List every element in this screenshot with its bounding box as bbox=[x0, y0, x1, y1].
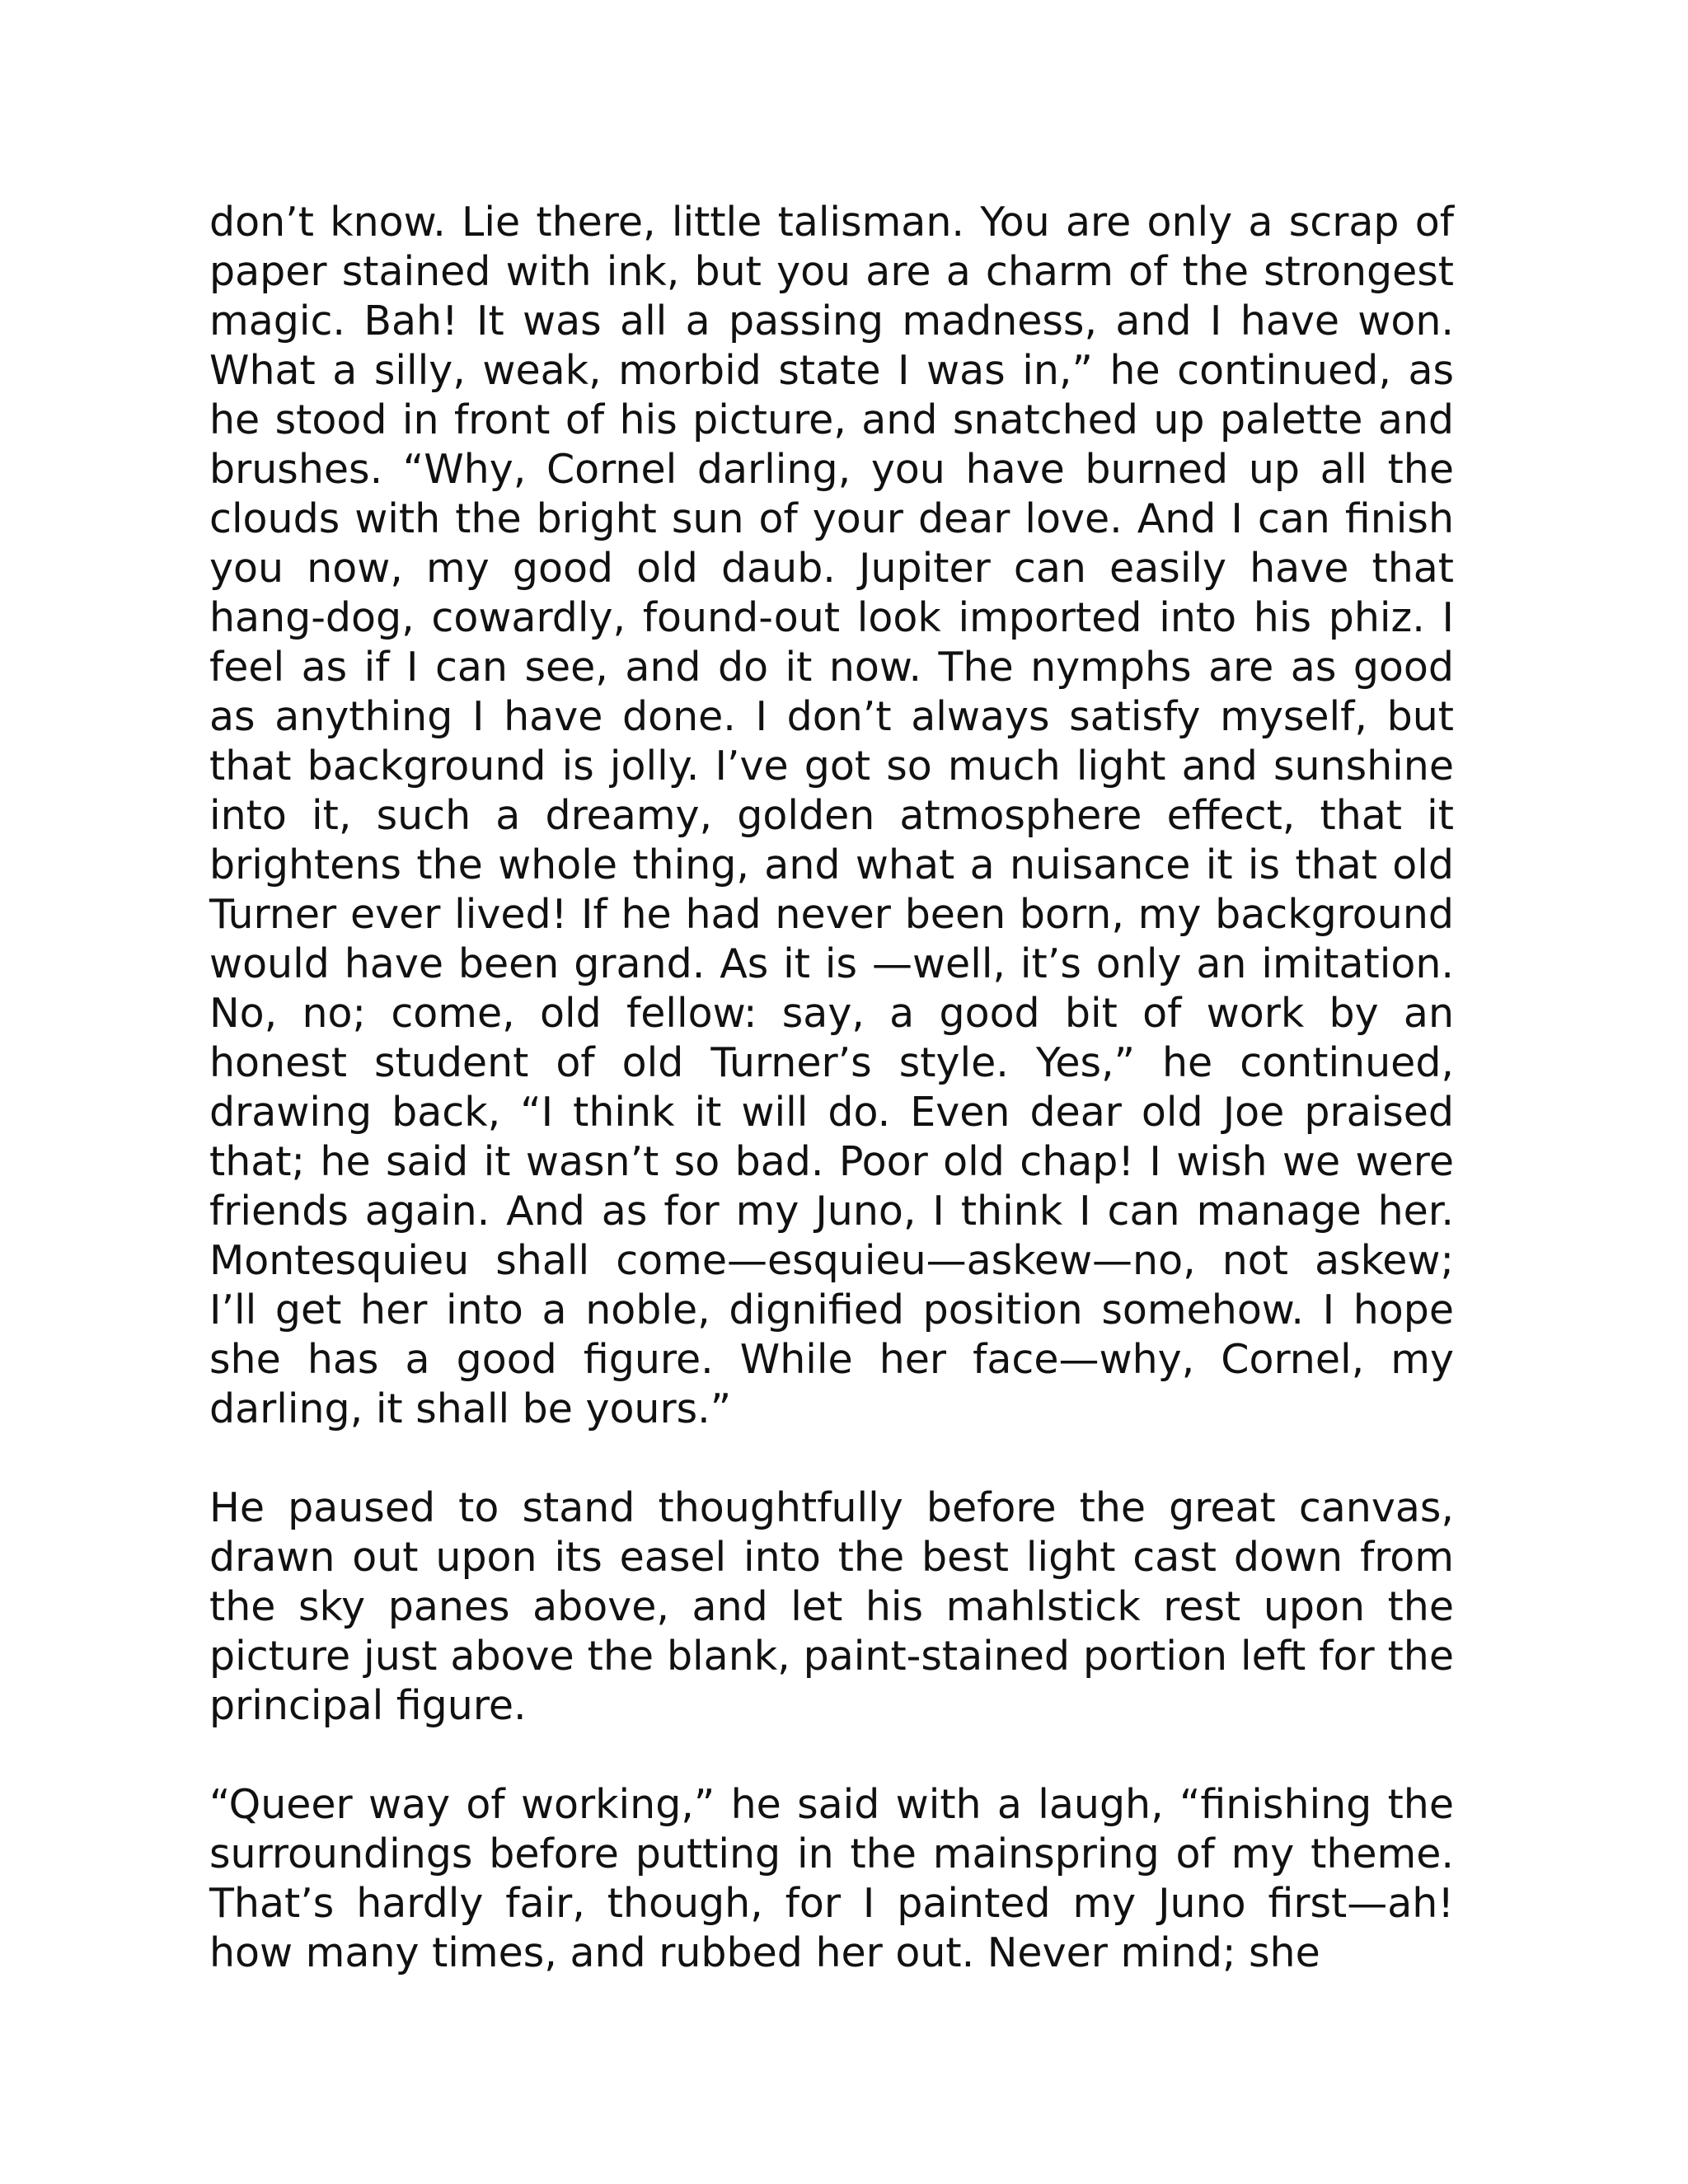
paragraph-3: “Queer way of working,” he said with a laugh, “finishing the surroundings before putting in the mainspring of my theme. That’s hardly fair, though, for I painted my Juno first—ah! how many times, and rubbed her out. Never mind; she bbox=[209, 1781, 1454, 1976]
paragraph-1: don’t know. Lie there, little talisman. You are only a scrap of paper stained with ink, but you are a charm of the strongest magic. Bah! It was all a passing madness, and I have won. What a silly, weak, morbid state I was in,” he continued, as he stood in front of his picture, and snatched up palette and brushes. “Why, Cornel darling, you have burned up all the clouds with the bright sun of your dear love. And I can finish you now, my good old daub. Jupiter can easily have that hang-dog, cowardly, found-out look imported into his phiz. I feel as if I can see, and do it now. The nymphs are as good as anything I have done. I don’t always satisfy myself, but that background is jolly. I’ve got so much light and sunshine into it, such a dreamy, golden atmosphere effect, that it brightens the whole thing, and what a nuisance it is that old Turner ever lived! If he had never been born, my background would have been grand. As it is —well, it’s only an imitation. No, no; come, old fellow: say, a good bit of work by an honest student of old Turner’s style. Yes,” he continued, drawing back, “I think it will do. Even dear old Joe praised that; he said it wasn’t so bad. Poor old chap! I wish we were friends again. And as for my Juno, I think I can manage her. Montesquieu shall come—esquieu—askew—no, not askew; I’ll get her into a noble, dignified position somehow. I hope she has a good figure. While her face—why, Cornel, my darling, it shall be yours.” bbox=[209, 199, 1454, 1432]
page-body bbox=[209, 198, 1454, 1978]
paragraph-2: He paused to stand thoughtfully before the great canvas, drawn out upon its easel into the best light cast down from the sky panes above, and let his mahlstick rest upon the picture just above the blank, paint-stained portion left for the principal figure. bbox=[209, 1484, 1454, 1729]
